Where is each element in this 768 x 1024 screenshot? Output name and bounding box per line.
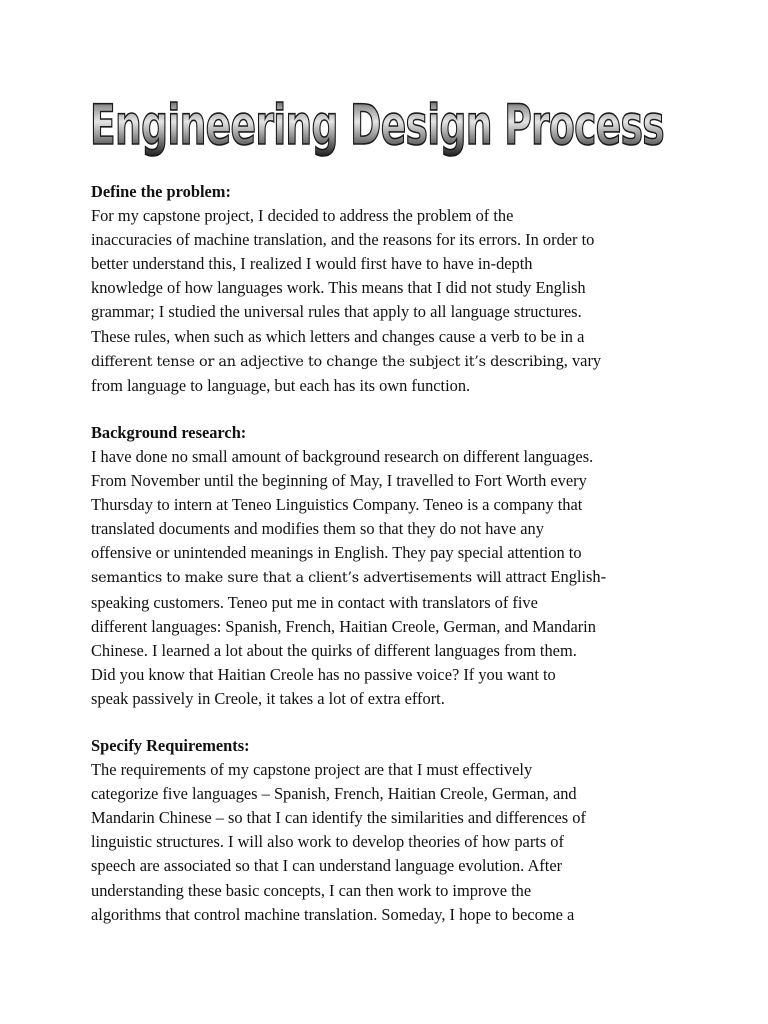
title-text: Engineering Design Process [90, 93, 664, 157]
body-line: Did you know that Haitian Creole has no passive voice? If you want to [91, 664, 556, 684]
body-line: These rules, when such as which letters and changes cause a verb to be in a [91, 326, 585, 346]
title-wordart [88, 88, 668, 160]
body-line: categorize five languages – Spanish, French, Haitian Creole, German, and [91, 784, 577, 804]
body-line: different languages: Spanish, French, Haitian Creole, German, and Mandarin [91, 616, 596, 636]
regular-run: g, vary [555, 350, 602, 370]
section-specify-requirements [91, 734, 651, 927]
body-line: Chinese. I learned a lot about the quirks of different languages from them. [91, 640, 577, 660]
document-body [91, 180, 651, 950]
body-line: knowledge of how languages work. This means that I did not study English [91, 278, 586, 298]
alt-font-run: semantics to make sure that a client’s advertisements will [91, 570, 502, 587]
body-line: offensive or unintended meanings in English. They pay special attention to [91, 543, 582, 563]
body-line: The requirements of my capstone project are that I must effectively [91, 760, 533, 780]
body-line: grammar; I studied the universal rules that apply to all language structures. [91, 302, 582, 322]
body-line: inaccuracies of machine translation, and the reasons for its errors. In order to [91, 230, 595, 250]
alt-font-run: different tense or an adjective to change the subject it’s describin [91, 353, 556, 370]
document-title [88, 88, 668, 160]
body-line: Mandarin Chinese – so that I can identify the similarities and differences of [91, 808, 586, 828]
body-line: linguistic structures. I will also work to develop theories of how parts of [91, 832, 564, 852]
section-heading: Background research: [91, 422, 247, 442]
section-background-research [91, 421, 651, 711]
body-line: better understand this, I realized I would first have to have in-depth [91, 254, 533, 274]
section-heading: Specify Requirements: [91, 735, 250, 755]
body-line: From November until the beginning of May, I travelled to Fort Worth every [91, 471, 587, 491]
body-line: I have done no small amount of background research on different languages. [91, 446, 594, 466]
body-line: algorithms that control machine translation. Someday, I hope to become a [91, 904, 575, 924]
body-line: speech are associated so that I can understand language evolution. After [91, 856, 563, 876]
body-line: speak passively in Creole, it takes a lot of extra effort. [91, 688, 445, 708]
body-line-mixed [91, 349, 651, 374]
regular-run: attract English- [501, 567, 607, 587]
section-heading: Define the problem: [91, 182, 231, 201]
section-define-problem [91, 180, 651, 398]
body-line: understanding these basic concepts, I can then work to improve the [91, 880, 532, 900]
body-line: Thursday to intern at Teneo Linguistics Company. Teneo is a company that [91, 495, 583, 515]
body-line-mixed [91, 565, 651, 590]
body-line: from language to language, but each has its own function. [91, 375, 471, 395]
body-line: speaking customers. Teneo put me in contact with translators of five [91, 592, 538, 612]
body-line: For my capstone project, I decided to address the problem of the [91, 206, 514, 226]
body-line: translated documents and modifies them so that they do not have any [91, 519, 544, 539]
